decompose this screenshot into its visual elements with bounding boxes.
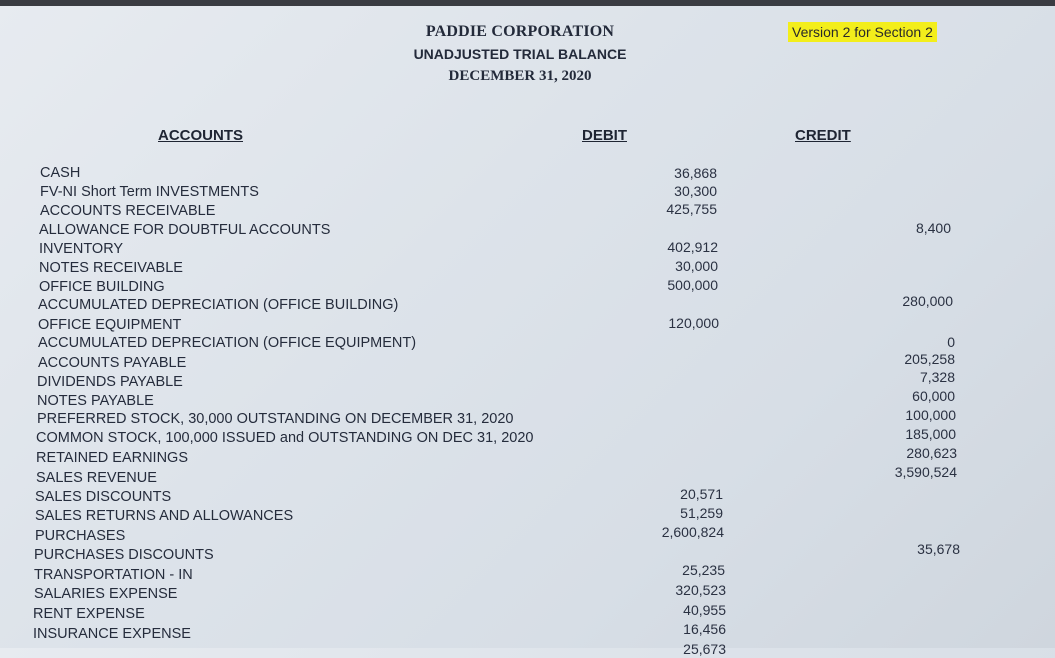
version-badge: Version 2 for Section 2 <box>788 22 937 42</box>
credit-amount: 185,000 <box>905 426 956 442</box>
account-row: CASH <box>40 165 81 181</box>
account-row: ACCOUNTS RECEIVABLE <box>40 203 216 219</box>
debit-amount: 36,868 <box>674 165 717 181</box>
account-row: INSURANCE EXPENSE <box>33 626 191 642</box>
account-row: DIVIDENDS PAYABLE <box>37 374 183 390</box>
account-row: SALES DISCOUNTS <box>35 489 172 505</box>
account-row: ACCUMULATED DEPRECIATION (OFFICE BUILDING) <box>38 297 399 313</box>
credit-amount: 7,328 <box>919 369 955 385</box>
account-row: ALLOWANCE FOR DOUBTFUL ACCOUNTS <box>39 222 331 238</box>
debit-amount: 16,456 <box>683 621 726 637</box>
debit-amount: 402,912 <box>667 239 718 255</box>
account-row: PREFERRED STOCK, 30,000 OUTSTANDING ON DECEMBER 31, 2020 <box>37 411 514 427</box>
accounts-column-header: ACCOUNTS <box>158 127 243 144</box>
account-row: ACCOUNTS PAYABLE <box>38 355 187 371</box>
company-name: PADDIE CORPORATION <box>425 23 615 40</box>
debit-amount: 51,259 <box>680 505 723 521</box>
credit-column-header: CREDIT <box>795 127 851 144</box>
account-row: COMMON STOCK, 100,000 ISSUED and OUTSTANDING ON DEC 31, 2020 <box>36 430 534 446</box>
debit-amount: 25,673 <box>683 641 726 657</box>
debit-amount: 40,955 <box>683 602 726 618</box>
account-row: RETAINED EARNINGS <box>36 450 189 466</box>
account-row: SALARIES EXPENSE <box>34 586 178 602</box>
account-row: PURCHASES <box>35 528 126 544</box>
debit-amount: 30,000 <box>675 258 718 274</box>
debit-amount: 20,571 <box>680 486 723 502</box>
credit-amount: 280,623 <box>906 445 957 461</box>
debit-amount: 425,755 <box>666 201 717 217</box>
account-row: SALES REVENUE <box>36 470 157 486</box>
top-edge-bar <box>0 0 1055 6</box>
report-date: DECEMBER 31, 2020 <box>448 68 592 84</box>
account-row: RENT EXPENSE <box>33 606 145 622</box>
debit-amount: 500,000 <box>667 277 718 293</box>
credit-amount: 0 <box>947 334 955 350</box>
account-row: ACCUMULATED DEPRECIATION (OFFICE EQUIPMENT) <box>38 335 417 351</box>
credit-amount: 8,400 <box>915 220 951 236</box>
credit-amount: 3,590,524 <box>894 464 957 480</box>
debit-amount: 120,000 <box>668 315 719 331</box>
report-title: UNADJUSTED TRIAL BALANCE <box>413 46 627 62</box>
account-row: FV-NI Short Term INVESTMENTS <box>40 184 259 200</box>
debit-amount: 320,523 <box>675 582 726 598</box>
debit-column-header: DEBIT <box>582 127 627 144</box>
account-row: TRANSPORTATION - IN <box>34 567 193 583</box>
account-row: PURCHASES DISCOUNTS <box>34 547 214 563</box>
credit-amount: 35,678 <box>917 541 960 557</box>
account-row: NOTES PAYABLE <box>37 393 154 409</box>
debit-amount: 2,600,824 <box>661 524 724 540</box>
credit-amount: 60,000 <box>912 388 955 404</box>
account-row: OFFICE EQUIPMENT <box>38 317 182 333</box>
account-row: OFFICE BUILDING <box>39 279 165 295</box>
debit-amount: 25,235 <box>682 562 725 578</box>
account-row: INVENTORY <box>39 241 124 257</box>
account-row: SALES RETURNS AND ALLOWANCES <box>35 508 294 524</box>
credit-amount: 205,258 <box>904 351 955 367</box>
debit-amount: 30,300 <box>674 183 717 199</box>
account-row: NOTES RECEIVABLE <box>39 260 183 276</box>
credit-amount: 280,000 <box>902 293 953 309</box>
credit-amount: 100,000 <box>905 407 956 423</box>
